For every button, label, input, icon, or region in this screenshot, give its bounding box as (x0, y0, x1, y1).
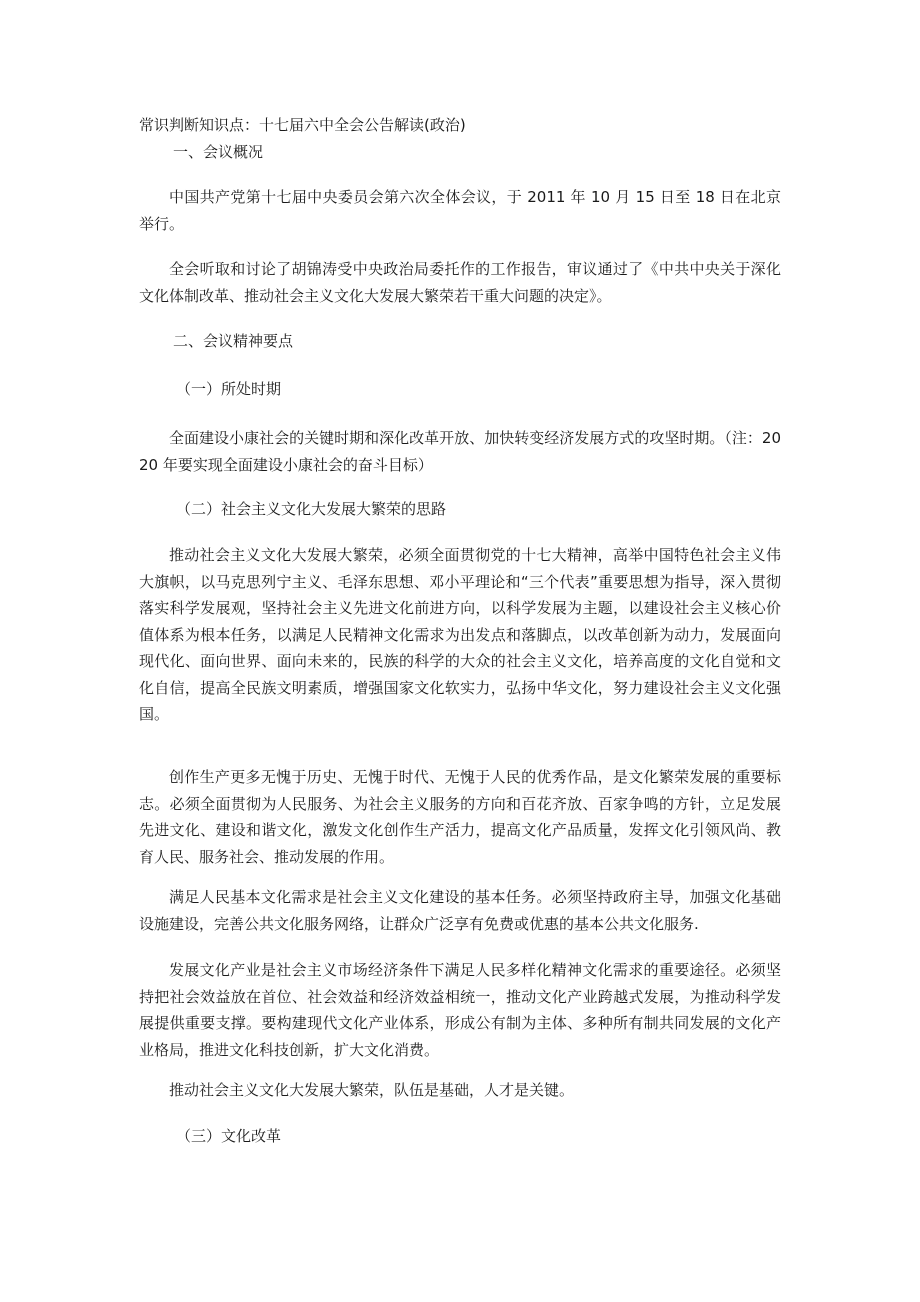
section-heading-overview: 一、会议概况 (173, 143, 264, 161)
document-title: 常识判断知识点：十七届六中全会公告解读(政治) (139, 116, 466, 134)
subheading-period: （一）所处时期 (176, 380, 282, 398)
paragraph-cultural-industry: 发展文化产业是社会主义市场经济条件下满足人民多样化精神文化需求的重要途径。必须坚持把社会效益放在首位、社会效益和经济效益相统一，推动文化产业跨越式发展，为推动科学发展提供重要支撑。要构建现代文化产业体系，形成公有制为主体、多种所有制共同发展的文化产业格局，推进文化科技创新，扩大文化消费。 (139, 961, 781, 1059)
paragraph-talent: 推动社会主义文化大发展大繁荣，队伍是基础，人才是关键。 (169, 1081, 575, 1099)
paragraph-meeting-date: 中国共产党第十七届中央委员会第六次全体会议，于 2011 年 10 月 15 日至 18 日在北京举行。 (139, 188, 781, 233)
paragraph-creative-works: 创作生产更多无愧于历史、无愧于时代、无愧于人民的优秀作品，是文化繁荣发展的重要标志。必须全面贯彻为人民服务、为社会主义服务的方向和百花齐放、百家争鸣的方针，立足发展先进文化、建设和谐文化，激发文化创作生产活力，提高文化产品质量，发挥文化引领风尚、教育人民、服务社会、推动发展的作用。 (139, 768, 781, 866)
paragraph-plenary-report: 全会听取和讨论了胡锦涛受中央政治局委托作的工作报告，审议通过了《中共中央关于深化文化体制改革、推动社会主义文化大发展大繁荣若干重大问题的决定》。 (139, 260, 781, 305)
subheading-reform: （三）文化改革 (176, 1127, 282, 1145)
paragraph-approach: 推动社会主义文化大发展大繁荣，必须全面贯彻党的十七大精神，高举中国特色社会主义伟大旗帜，以马克思列宁主义、毛泽东思想、邓小平理论和“三个代表”重要思想为指导，深入贯彻落实科学发展观，坚持社会主义先进文化前进方向，以科学发展为主题，以建设社会主义核心价值体系为根本任务，以满足人民精神文化需求为出发点和落脚点，以改革创新为动力，发展面向现代化、面向世界、面向未来的，民族的科学的大众的社会主义文化，培养高度的文化自觉和文化自信，提高全民族文明素质，增强国家文化软实力，弘扬中华文化，努力建设社会主义文化强国。 (139, 546, 781, 723)
paragraph-basic-needs: 满足人民基本文化需求是社会主义文化建设的基本任务。必须坚持政府主导，加强文化基础设施建设，完善公共文化服务网络，让群众广泛享有免费或优惠的基本公共文化服务. (139, 888, 781, 933)
subheading-approach: （二）社会主义文化大发展大繁荣的思路 (176, 500, 447, 518)
paragraph-period: 全面建设小康社会的关键时期和深化改革开放、加快转变经济发展方式的攻坚时期。（注：2020 年要实现全面建设小康社会的奋斗目标） (139, 429, 781, 474)
section-heading-key-points: 二、会议精神要点 (173, 332, 294, 350)
